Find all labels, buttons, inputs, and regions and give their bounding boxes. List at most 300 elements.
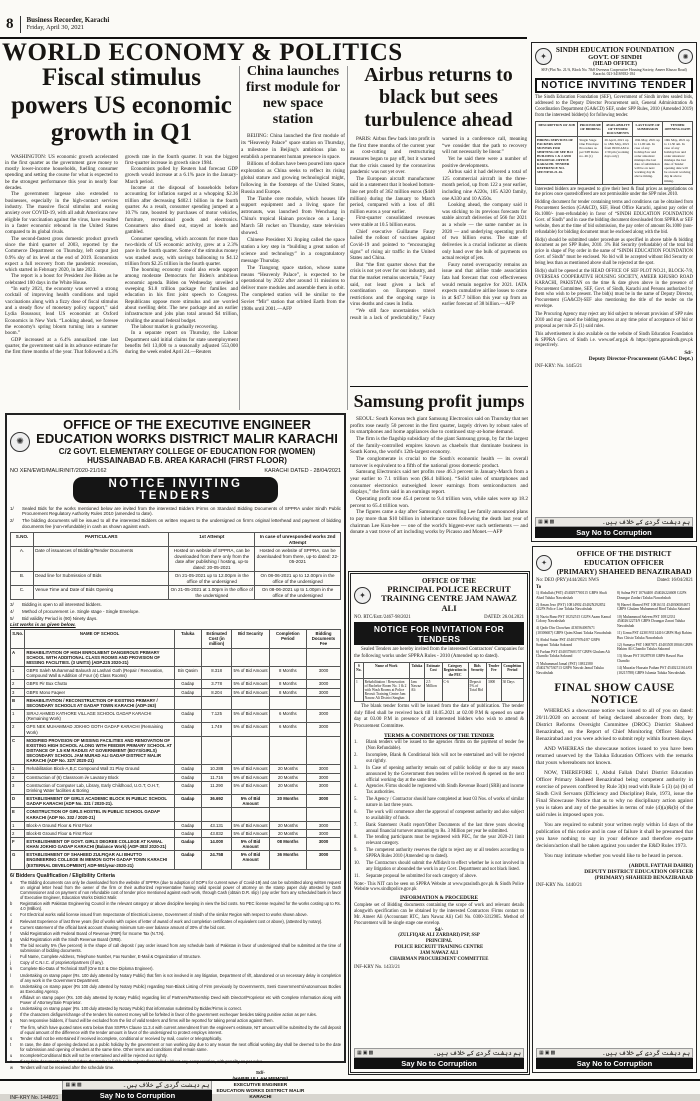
exec-office-line4: HUSSAINABAD F.B. AREA KARACHI (FIRST FLOOR) [87,456,287,466]
police-office-line1: OFFICE OF THE [421,577,477,585]
term-text: The tending participants must be registered with PEC, for the year 2020-21 limit relevant category. [366,835,524,847]
criteria-text: Valid Registration with Federal Board of Revenue (FBR) for Income Tax (N.T.N). [20,930,165,936]
criteria-letter: k [10,966,13,972]
work-sno-cell: 1 [11,765,25,773]
cost-cell: 10.288 [201,765,232,773]
criteria-item [10,1042,341,1052]
criteria-item [10,943,341,953]
signature-line: KARACHI [249,1095,272,1101]
school-name-cell: ESTABLISHMENT OF GOVT. GIRLS DEGREE COLLEGE AT KAMAL KHAN JOKHIO GADAP KARACHI (Balance Work) (ADP-383/ 2020-21) [25,838,174,851]
works-row [11,781,341,794]
term-item [354,766,524,784]
exec-ref-row [10,468,341,474]
term-item [354,740,524,752]
cost-cell: 11.716 [201,773,232,781]
deo-date: Dated: 16/04/2021 [657,578,693,584]
second-attempt-cell: On 08-06-2021 up to 12.00pm in the office of the undersigned [255,572,341,586]
sef-intro: The Sindh Education Foundation (SEF), Government of Sindh invites sealed bids, addressed to the Deputy Director Procurement unit, General Administration & Coordination Department (GA&CD) SEF, under SPP Rules, 2010 (Amended 2019) from the interested bidder(s) for following tender. [535,95,693,118]
article-paragraph: “We still face uncertainties which result in a lack of predictability,” Faury warned in a conference call, meaning “we consider that the path to recovery will not necessarily be linear.” [350,136,527,321]
addressee-entry: 11) Uzma PST 4230193114416 GBPS Haji Rahim Bux Chisto Taluka Nawabshah [617,630,692,640]
term-number: 9. [354,848,358,854]
criteria-list [10,880,341,1072]
particulars-cell: Venue Time and Date of Bids Opening [34,586,169,600]
criteria-letter: s [10,1035,13,1041]
article-paragraph: Economists polled by Reuters had forecast GDP growth would increase at a 6.1% pace in the January-March period. [125,166,238,185]
sd-label: Sd/- [434,927,444,933]
taluka-cell: Gadap [174,688,201,696]
article-paragraph: Operating profit rose 45.4 percent to 9.4 trillion won, while sales were up 18.2 percent to 65.4 trillion won. [350,496,528,509]
period-cell: 20 Months [269,829,306,837]
taluka-cell [174,648,201,666]
urdu-slogan: ہم دہشت گردی کے خلاف ہیں۔ [122,1082,210,1090]
period-cell [269,808,306,821]
period-cell [269,696,306,709]
term-number: 8. [354,835,358,841]
works-row [11,680,341,688]
term-number: 11. [354,873,360,879]
criteria-text: Tender shall not be entertained if received incomplete, conditional or received by mail, courier or telegraphically. [20,1035,222,1041]
exec-schedule-table [10,532,341,600]
article-paragraph: The Tianhe core module, which houses life support equipment and a living space for astronauts, was launched from Wenchang in China's tropical Hainan province on a Long-March 5B rocket on Thursday, state television showed. [241,195,345,237]
fee-cell: 3000 [307,781,341,794]
school-name-cell: ESTABLISHMENT OF GIRLS ACADEMIC BLOCK IN PUBLIC SCHOOL GADAP KARACHI (ADP No. 331 / 2020-21). [25,795,174,808]
term-text: The Contractors should submit the Affidavit to effect whether he is not involved in any litigation or abounded the work in any Govt. Department and not black listed. [366,860,524,872]
article-paragraph: PARIS: Airbus flew back into profit in the first three months of the current year as cost-cutting and restructuring measures began to pay off, but it warned that the crisis caused by the coronavirus pandemic was not yet over. [350,136,435,176]
fee-cell: 3000 [307,773,341,781]
numbered-item [10,609,341,615]
item-text: Method of procurement i.e. Single stage - Single Envelope. [22,608,140,614]
term-number: 10. [354,860,360,866]
criteria-letter: v [10,1059,13,1065]
police-table-header: Name of Work [363,663,409,678]
police-ref-no: NO. RTC/Estt:/2467-98/2021 [354,615,411,621]
works-header-row [11,630,341,648]
schedule-row [11,572,341,586]
notice-paragraph: NOW, THEREFORE I, Abdul Fallah Dahri District Education Officer Primary Shaheed Benazirabad being competent authority in exercise of powers conffered by Rule 3(b) read with Rule 5 (3) (a) (b) of Sindh Civil Servants (Efficiency and Discipline) Rule, 1973, issue the Final Showcause Notice that as to why no disciplinary action against you is taken and any of the penalties in terms of rule (4)(a)&(b) of the said rules is imposed upon you. [536,770,693,819]
schedule-row [11,586,341,600]
first-attempt-cell: Hosted on website of SPPRA, can be downloaded from there only from the date after publishing / hosting, up-to dated: 20-05-2021 [169,547,255,572]
work-sno-cell: F [11,838,25,851]
police-table-cell: 2.5 Million [424,678,442,702]
addressee-entry: 9) Hareef Ahmed PST 10816131 4540306504671 GBPS Ghulam Muhammad Rind Taluka Sakrand [617,602,691,612]
sef-table-row [536,136,693,184]
article-paragraph: The figures came a day after Samsung's controlling Lee family announced plans to pay more than $10 billion in inheritance taxes following the death last year of chairman Lee Kun-hee — one of the world's biggest-ever such settlements — and donate a vast trove of art including works by Picasso and Monet.—AFP [350,509,528,536]
works-row [11,667,341,680]
sef-tender-table [535,121,693,185]
work-sno-cell: A [11,648,25,666]
cost-cell: 43.832 [201,829,232,837]
criteria-item [10,973,341,983]
work-sno-cell: 1 [11,667,25,680]
criteria-text: The Bidding documents can only be downloaded from the website of SPPRA (due to adoption of SOP's for current wave of Covid-19) and can be submitted along written request on original letter head from the owner of the firm or their authorized representative having valid special power of attorney on the stamp paper duly attested by Oath Commissioner and on payment of non refundable cost of tender price mentioned against each work, through Cash (obtain D.R. slip) / pay order from any scheduled bank in favor of Executive Engineer, Education Works District Malir. [20,879,341,901]
criteria-item [10,937,341,942]
article-paragraph: BEIJING: China launched the first module of its “Heavenly Palace” space station on Thursday, a milestone in Beijing's ambitious plan to establish a permanent human presence in space. [241,133,345,161]
page-number: 8 [6,16,21,33]
school-name-cell: Rehabilitation Block-A,B,C Compound Wall 31 Play Ground [25,765,174,773]
signature-line: (PRIMARY) SHAHEED BENAZIRABAD [594,875,693,882]
addressee-entry: 3) Nazia Bano PST 10252515 GGPS Azam Kamal Colony Nawabshah [536,614,611,624]
criteria-item [10,960,341,965]
article-paragraph: GDP increased at a 6.4% annualized rate last quarter, the government said in its advance estimate for the first three months of the year. That followed a 4.3% growth rate in the fourth quarter. It was the biggest first-quarter increase in growth since 1984. [5,153,238,356]
article-paragraph: Faury noted overcapacity remains an issue and that airline trade association Iata had forecast that cost effectiveness would remain negative for 2021. IATA expects cumulative airline losses to come in at $47.7 billion this year up from an earlier forecast of 38 billion.—AFP [442,261,527,308]
criteria-letter: w [10,1065,13,1071]
term-number: 3. [354,765,358,771]
criteria-item [10,1053,341,1058]
sno-cell: C. [11,586,34,600]
criteria-text: Undertaking on stamp paper (Rs 100 duly attested by Notary Public) regarding Non-Black Listing of Firm previously by Government's, Semi Government's/Autonomous Bodies as Executing Agency. [20,983,341,994]
say-no-label: Say No to Corruption [536,1058,693,1069]
cost-cell: 24.758 [201,851,232,869]
criteria-item [10,1006,341,1011]
works-row [11,710,341,723]
publication-block [27,16,110,31]
cost-cell: 7.125 [201,710,232,723]
samsung-headline: Samsung profit jumps [353,391,525,411]
cost-cell [201,736,232,765]
police-table-cell: Rehabilitation / Renovation of Bachelor Room No. 1 & 2 with Wash Rooms at Police Recruit Training Centre Jam Nawaz Ali District Sanghar. [363,678,409,702]
criteria-item [10,931,341,936]
signature-line: DEPUTY DISTRICT EDUCATION OFFICER [584,869,693,876]
criteria-letter: d [10,918,13,924]
exec-ad-ref: INF-KRY No. 1448/21 [10,1095,59,1101]
china-headline: China launches first module for new space station [245,64,341,128]
period-cell: 20 Months [269,781,306,794]
criteria-letter: u [10,1053,13,1059]
period-cell: 6 Months [269,723,306,736]
security-cell: 5% of Bid Amount [232,781,269,794]
fiscal-body [5,154,238,356]
criteria-letter: t [10,1041,12,1047]
addressee-entry: 5) Abdul Sattar PST 4540379764/87 GBPS Sanjrani Taluka Sakrand [536,638,600,647]
criteria-text: Undertaking on stamp paper (Rs. 100 duly attested by Notary Public) that information submitted by Bidder/Firms is correct. [20,1006,242,1012]
school-name-cell: GBPS Saleh Muhammad Baloush at Lashari Goth (Repair / Renovation, Compound Wall & Addition of Four (4) Class Rooms) [25,667,174,680]
final-show-cause-title: FINAL SHOW CAUSE NOTICE [554,681,675,706]
term-number: 6. [354,809,358,815]
term-text: Blank tenders will be issued to the agencies /firms on the payment of tender fee (Non Refundable). [366,740,524,752]
criteria-text: If any fake documents are found than the tender is liable to be rejected/cancelled without any compensation, with penality as per rules. [20,1059,264,1065]
security-cell: 5% of Bid Amount [232,795,269,808]
cost-cell [201,648,232,666]
schedule-body [11,547,341,600]
police-ad-ref: INF-KRY No. 1433/21 [354,964,401,970]
criteria-item [10,995,341,1005]
sef-signature: Deputy Director-Procurement (GA&C Dept.) [588,356,693,363]
criteria-text: For Electrical works valid license issued from Inspectorate of Electrical License, Government of Sindh of the similar Region with respect to works shown above. [20,912,308,918]
term-text: Separate proposal be submitted for each category of above. [366,873,478,879]
second-attempt-cell: On 08-06-2021 up to 1.00pm in the office of the undersigned [255,586,341,600]
criteria-text: The firm, which have quoted rates extra below than SSPRA Clause 11.3.4 with current amendment from the engineer's estimate, NIT amount will be submitted by the call deposit of equal amount of the difference with the tender amount in favor of the undersigned to protect employs interest. [20,1024,341,1035]
column-rule [239,66,240,410]
school-name-cell: REHABILITATION / RECONSTRUCTION OF EXISTING PRIMARY / SECONDARY SCHOOLS AT GADAP TOWN KARACHI (ADP-263) [25,696,174,709]
article-paragraph: The Tiangong space station, whose name means “Heavenly Palace”, is expected to be operational by 2022 after around 11 missions to deliver more modules and assemble them in orbit. The completed station will be similar to the Soviet “Mir” station that orbited Earth from the 1980s until 2001.—AFP [241,264,345,313]
schedule-header: In case of unresponded works 2nd Attempt [255,533,341,547]
cost-cell: 1.749 [201,723,232,736]
work-sno-cell: 1 [11,710,25,723]
cost-cell [201,808,232,821]
work-sno-cell: 3 [11,781,25,794]
article-paragraph: In a separate report on Thursday, the Labour Department said initial claims for state unemployment benefits fell 13,000 to a seasonally adjusted 553,000 during the week ended April 24.—Reuters [125,330,238,356]
item-number: 4/ [10,608,14,614]
works-row [11,648,341,666]
exec-footer [10,1071,341,1101]
school-name-cell: MODIFIED PROVISION OF MISSING FACILITIES AND RENOVATION OF EXISTING HIGH SCHOOL ALONG WITH FEEDER PRIMARY SCHOOL AT DISTANCE OF 1.5 KM RADIUS AT GOVERNMENT (BOYS/GIRLS) SECONDARY SCHOOL JAM MURAD ALI GADAP DISTRICT MALIR KARACHI (ADP No. 327/ 2020-21) [25,736,174,765]
publication-name: Business Recorder, Karachi [26,16,110,24]
deo-to-label: To [536,585,542,591]
notice-inviting-tenders-title: NOTICE INVITING TENDERS [73,477,278,503]
security-cell: 5% of Bid Amount [233,774,268,780]
anti-corruption-logos-icon: ▦▣▩ [539,1051,557,1056]
article-paragraph: Income at the disposal of households before accounting for inflation surged at a whopping $2.36 trillion after decreasing $402.1 billion in the fourth quarter. As a result, consumer spending jumped at a 10.7% rate, boosted by purchases of motor vehicles, furniture, recreational goods and electronics. Consumers also dined out, stayed at hotels and gambled. [125,185,238,236]
particulars-cell: Date of issuances of Bidding/Tender Documents [34,547,169,572]
exec-signature-block [216,1071,304,1101]
taluka-cell: Gadap [174,795,201,808]
police-table-header: S No. [355,663,364,678]
addressee-entry: 7) Muhammad Jamal (PST) 10812580 45402767530713 GBPS Nawab Jamal Taluka Nawabshah [536,661,604,675]
criteria-text: Tenders will not be received after the schedule time. [20,1065,115,1071]
criteria-letter: o [10,1006,13,1012]
works-body [11,648,341,869]
criteria-letter: n [10,994,13,1000]
notice-paragraph: Bidding document for tender containing terms and conditions can be obtained from Procurement Section (GA&CD), SEF, Head Office Karachi, against pay order of Rs.1000/- (non-refundable) in favor of “SINDH EDUCATION FOUNDATION Govt. of Sindh” and in case the bidding document downloaded from SPPRA or SEF website, then at the time of bid submission, the pay order of amount Rs.1000 (non-refundable) for bidding document must be enclosed along with the bid. [535,200,693,235]
say-no-to-corruption-banner [62,1080,212,1101]
police-office-line2: PRINCIPAL POLICE RECRUIT [387,584,511,594]
article-paragraph: The firm is the flagship subsidiary of the giant Samsung group, by far the largest of the family-controlled empires known as chaebols that dominate business in South Korea, the world's 12th-largest economy. [350,436,528,456]
period-cell: 20 Months [269,821,306,829]
article-paragraph: But “the first quarter shows that the crisis is not yet over for our industry, and that the market remains uncertain,” Faury said, not least given a lack of coordination on European travel restrictions and the ongoing surge in virus deaths and cases in India. [350,261,435,308]
works-row [11,838,341,851]
period-cell: 8 Months [269,680,306,688]
taluka-cell: Gadap [174,680,201,688]
period-cell [269,648,306,666]
police-office-line3: TRAINING CENTRE JAM NAWAZ ALI [381,593,517,613]
security-cell: 5% of Bid Amount [232,667,269,680]
article-china-space-station [241,64,345,432]
taluka-cell: Gadap [174,851,201,869]
criteria-item [10,984,341,994]
terms-list [354,740,524,880]
column-rule [347,66,348,410]
criteria-item [10,1025,341,1035]
term-item [354,784,524,796]
airbus-body [350,136,527,321]
say-no-to-corruption-banner [354,1048,524,1069]
criteria-text: Registration with Pakistan Engineering Council in the relevant category or above discipline keeping in view the bid costs. No PEC license required for the works costing up to Rs. 4.0 (Million). [20,901,341,912]
fee-cell [307,696,341,709]
cost-cell: 11.290 [201,781,232,794]
notice-paragraph: Bid(s) should be submitted under procedure as specified in above table & bidding document as per SPP Rules, 2010. 3% Bid Security (refundable) of the total bid price in shape of Pay order in the name of “SINDH EDUCATION FOUNDATION Govt. of Sindh” must be enclosed. No bid will be accepted without Bid Security or being less than as mentioned above shall be rejected at the spot. [535,237,693,267]
taluka-cell: Gadap [174,773,201,781]
article-paragraph: Chief executive Guillaume Faury hailed the rollout of vaccines against Covid-19 and pointed to “encouraging signs” of rising air traffic in the United States and China. [350,228,435,262]
notice-for-invitation-title: NOTICE FOR INVITATION FOR TENDERS [354,622,524,645]
term-item [354,810,524,822]
police-table-header: Bids Security [468,663,487,678]
work-sno-cell: 2 [11,723,25,736]
works-row [11,795,341,808]
addressee-entry: 13) Ahsan PST 30287938 GBPS Rasool Bux Chandio [617,654,684,664]
taluka-cell: Gadap [174,723,201,736]
sef-titles [555,46,675,67]
sef-conditions [535,187,693,352]
criteria-letter: f [10,930,12,936]
deo-header [536,550,693,576]
police-table-cell: Jam Nawaz Ali [409,678,424,702]
numbered-item [10,616,341,622]
addressee-entry: 4) Qadir Din Chowhan 4130564067671 (10306607) GBPS Qaim Khani Taluka Nawabshah [536,626,612,635]
criteria-text: Non responsive bidders, if found will be excluded from the list of valid tenders and firms will be reported for taking penal action against them. [20,1018,274,1024]
term-item [354,848,524,860]
addressee-entry: 6) Farhan PST 4540375601/57 GBPS Ghulam Ali Chandio Taluka Sakrand [536,649,610,659]
school-name-cell: Block-B Ground Floor & First Floor [25,829,174,837]
fee-cell: 3000 [307,838,341,851]
submission-date-cell: 19th May, 2021 up to 11.00 am. In case of any holiday/law and order situation/ mishaps the last date of submission will be on next working day & above timing. [633,136,663,184]
period-cell: 20 Months [269,795,306,808]
criteria-text: In case, the date of opening declared as a public holiday by the government or non working day due to any reason the next official working day shall be deemed to be the date for submission and opening of tenders at the same time. Other terms and conditions shall remain same. [20,1041,341,1052]
deo-titles [555,550,693,576]
work-sno-cell: 2 [11,829,25,837]
opening-date-cell: 19th May, 2021 up to 11.30 am. In case of any holiday/law and order situation/ mishaps the last date of Tender opening date will be on next working day & above timing. [663,136,693,184]
urdu-slogan: ہم دہشت گردی کے خلاف ہیں۔ [432,1050,521,1057]
criteria-item [10,880,341,900]
works-header: Estimated Cost (in million) [201,630,232,648]
criteria-text: Current statement of the official bank account showing minimum turn-over balance amount of 30% of the bid cost. [20,924,226,930]
signature-line: EDUCATION WORKS DISTRICT MALIR [216,1089,305,1095]
security-cell: 5% of Bid Amount [232,710,269,723]
criteria-item [10,912,341,917]
cost-cell: 8.318 [201,667,232,680]
school-name-cell: Construction of Computer Lab, Library, Early Childhood, U.G.T, O.H.T, Drinking Water facilities & Boring [25,781,174,794]
term-text: In Case of opening authority remain out of public holiday or due to any reason announced by the Government then tenders will be received & opened on the next official working day at the same time. [366,765,524,783]
cost-cell: 43.131 [201,821,232,829]
terms-title: TERMS & CONDITIONS OF THE TENDER [383,733,495,740]
schedule-header: S.NO. [11,533,34,547]
article-paragraph: “In early 2021, the economy was served a strong cocktail of improving health conditions and rapid vaccinations along with a fizzy dose of fiscal stimulus and a steady flow of monetary policy support,” said Lydia Boussour, lead US economist at Oxford Economics in New York. “Looking ahead, we foresee the economy's spring bloom turning into a summer boom.” [5,286,118,337]
say-no-to-corruption-banner [536,1048,693,1069]
article-paragraph: Airbus said it had delivered a total of 125 commercial aircraft in the three-month period, up from 122 a year earlier, including nine A220s, 105 A320 family, one A330 and 10 A350s. [442,169,527,202]
school-name-cell: GBPS Mono Faqeer [25,688,174,696]
fee-cell: 3000 [307,667,341,680]
police-table-cell: 3000 [487,678,502,702]
banner-strip [354,1048,524,1058]
exec-mid-items [10,602,341,622]
works-row [11,723,341,736]
item-text: The bidding documents will be issued to all the interested Bidders on written request to the undersigned on firm's original letterhead and payment of bidding documents fee (non-refundable) in cash as shown against each. [22,518,341,529]
term-text: The work will commence after the approval of competent authority and also subject to availability of funds. [366,809,524,821]
exec-ref-no: NO XEN/EWD/MALIR/NIT/2020-21/162 [10,467,107,474]
deo-ref-no: No: DEO (PRY)/444/2021 NWS [536,578,600,584]
police-works-table [354,662,524,702]
exec-office-line1: OFFICE OF THE EXECUTIVE ENGINEER [63,417,311,432]
works-row [11,696,341,709]
education-dept-crest-icon: ✦ [536,555,552,571]
criteria-letter: c [10,912,13,918]
article-paragraph: The labour market is gradually recovering. [131,323,219,330]
sef-org-name: SINDH EDUCATION FOUNDATION [555,46,675,54]
sef-table-header: DESCRIPTION OF JOB [536,121,578,136]
security-cell: 5% of Bid Amount [233,766,268,772]
urdu-slogan: ہم دہشت گردی کے خلاف ہیں۔ [601,519,690,526]
sef-table-header-row [536,121,693,136]
criteria-letter: l [10,972,11,978]
criteria-letter: q [10,1018,13,1024]
availability-cell: 26 April, 2021 up to 18th May, 2021 from 09:00 AM to 1:30 pm (working days only) [603,136,633,184]
term-item [354,874,524,880]
exec-intro-items [10,506,341,531]
notice-inviting-tender-title: NOTICE INVITING TENDER [535,78,693,93]
police-schedule-paragraph: The blank tender forms will be issued from the date of publication. The tender duly filled shall be received back till 18.05.2021 at 02.00 P.M & opened on same day at 03.00 P.M in presence of all interested bidders who wish to attend & Procurement Committee. [354,704,524,729]
exec-titles [33,418,341,466]
criteria-item [10,901,341,911]
school-name-cell: Block-A Ground Floor & First Floor [25,821,174,829]
works-note: List works is as given below. [10,623,76,629]
anti-corruption-logos-icon: ▦▣▩ [357,1051,375,1056]
term-text: Bank Statement /Audit report/Other Documents of the last three years showing annual financial turnover amounting to Rs. 3 Million per year be submitted. [366,822,524,834]
sef-tender-notice [531,42,697,542]
term-item [354,823,524,835]
article-paragraph: The conglomerate is crucial to the South's economic health — its overall turnover is equivalent to a fifth of the national gross domestic product. [350,456,528,469]
deo-office-line1: OFFICE OF THE DISTRICT EDUCATION OFFICER [576,549,672,567]
works-row [11,808,341,821]
school-name-cell: GPS NEK MUHAMMAD JOKHIO GOTH GADAP KARACHI (Remaining Work) [25,723,174,736]
notice-paragraph: You may intimate whether you would like to be heard in person. [544,853,683,860]
banner-strip [536,1048,693,1058]
sef-table-header: AVAILABILITY OF TENDER DOCUMENTS [603,121,633,136]
police-table-header-row [355,663,524,678]
criteria-item [10,1065,341,1070]
school-name-cell: SIRAJ AHMED KATHORE VILLAGE SCHOOL GADAP KARACHI (Remaining Work) [25,710,174,723]
article-airbus [350,64,527,384]
school-name-cell: ESTABLISHMENT OF SHAHEED ZULFIQAR ALI BHUTTO ENGINEERING COLLEGE IN MEMON GOTH GADAP TOWN KARACHI (EXTERNAL DEVELOPMENT) ADP-591/year-2020-21) [25,851,174,869]
police-header [354,577,524,613]
first-attempt-cell: On 21-05-2021 up to 12.00pm in the office of the undersigned [169,572,255,586]
exec-header [10,418,341,466]
works-row [11,851,341,869]
article-paragraph: Samsung Electronics said net profits rose 46.3 percent in January-March from a year earlier to 7.1 trillion won ($6.4 billion). “Solid sales of smartphones and consumer electronics outweighed lower earnings from semiconductors and displays,” the firm said in an earnings report. [350,469,528,496]
sno-cell: B. [11,572,34,586]
exec-office-line3: C/2 GOVT. ELEMENTARY COLLEGE OF EDUCATION FOR (WOMEN) [58,446,316,456]
sef-logo-icon: ✦ [535,48,552,65]
deo-body [536,708,693,863]
numbered-item [10,506,341,517]
works-row [11,688,341,696]
fee-cell: 3000 [307,851,341,869]
taluka-cell: Gadap [174,821,201,829]
sd-label: Sd/- [255,1071,265,1077]
addressee-entry: 8) Salma PST 10764400 454026224608 GGPS Doungar Zardari Taluka Nawabshah [617,591,687,600]
particulars-cell: Dead line for Submission of Bids [34,572,169,586]
works-header: Taluka [174,630,201,648]
second-attempt-cell: Hosted on website of SPPRA, can be downloaded from there, up-to dated: 22-05-2021 [255,547,341,572]
security-cell: 5% of Bid Amount [232,723,269,736]
term-number: 7. [354,822,358,828]
cost-cell [201,696,232,709]
signature-line: EXECUTIVE ENGINEER [233,1083,288,1089]
taluka-cell [174,736,201,765]
taluka-cell: Gadap [174,765,201,773]
taluka-cell [174,808,201,821]
security-cell: 5% of Bid Amount [233,830,268,836]
sd-label: Sd/- [684,351,693,357]
school-name-cell: GBPS Pir Bux Chutto [25,680,174,688]
term-text: The Agency / Contractor should have completed at least 03 Nos. of works of similar nature in last three years. [366,797,524,809]
item-number: 3/ [10,602,14,608]
schedule-header: PARTICULARS [34,533,169,547]
cost-cell: 14.000 [201,838,232,851]
police-table-cell: 30 Days [501,678,523,702]
criteria-item [10,925,341,930]
security-cell: 5% of Bid Amount [233,822,268,828]
works-row [11,736,341,765]
criteria-item [10,1059,341,1064]
